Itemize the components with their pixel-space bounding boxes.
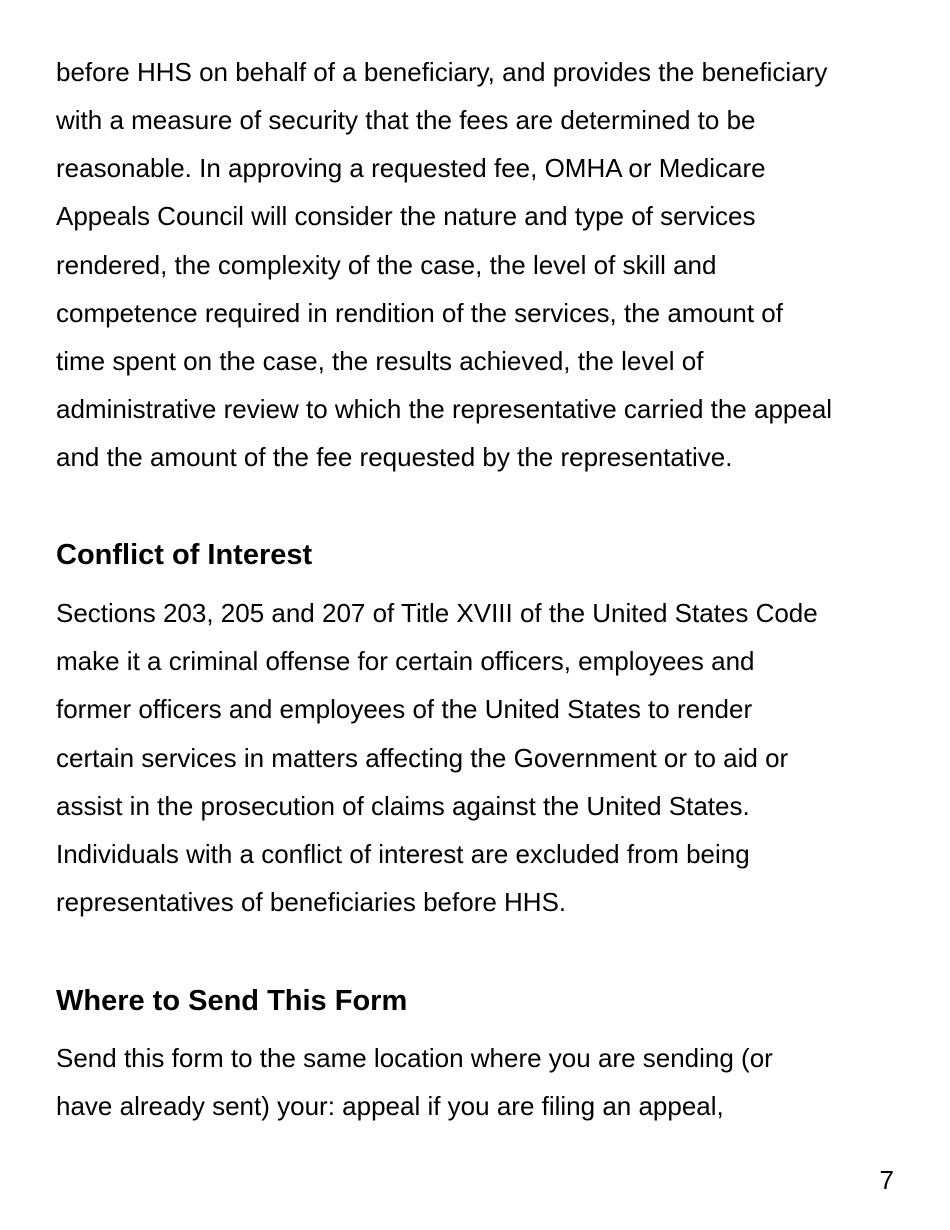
paragraph-line: time spent on the case, the results achieved, the level of [56,346,704,376]
section-heading: Conflict of Interest [56,539,313,571]
paragraph-line: competence required in rendition of the services, the amount of [56,298,783,328]
paragraph-line: assist in the prosecution of claims against the United States. [56,791,750,821]
paragraph-line: Individuals with a conflict of interest are excluded from being [56,839,750,869]
paragraph-line: and the amount of the fee requested by the representative. [56,442,733,472]
paragraph-line: Send this form to the same location where you are sending (or [56,1043,773,1073]
paragraph-line: former officers and employees of the United States to render [56,694,753,724]
paragraph-line: certain services in matters affecting the Government or to aid or [56,743,789,773]
page-number: 7 [879,1165,894,1195]
paragraph-line: Sections 203, 205 and 207 of Title XVIII of the United States Code [56,598,818,628]
paragraph-line: Appeals Council will consider the nature and type of services [56,201,756,231]
paragraph-line: have already sent) your: appeal if you are filing an appeal, [56,1091,724,1121]
paragraph-line: administrative review to which the representative carried the appeal [56,394,833,424]
paragraph-line: rendered, the complexity of the case, the level of skill and [56,250,717,280]
paragraph-line: representatives of beneficiaries before HHS. [56,887,567,917]
paragraph-line: reasonable. In approving a requested fee, OMHA or Medicare [56,153,766,183]
section-heading: Where to Send This Form [56,985,408,1017]
paragraph-line: with a measure of security that the fees are determined to be [56,105,756,135]
paragraph-line: make it a criminal offense for certain officers, employees and [56,646,755,676]
paragraph-line: before HHS on behalf of a beneficiary, and provides the beneficiary [56,57,828,87]
